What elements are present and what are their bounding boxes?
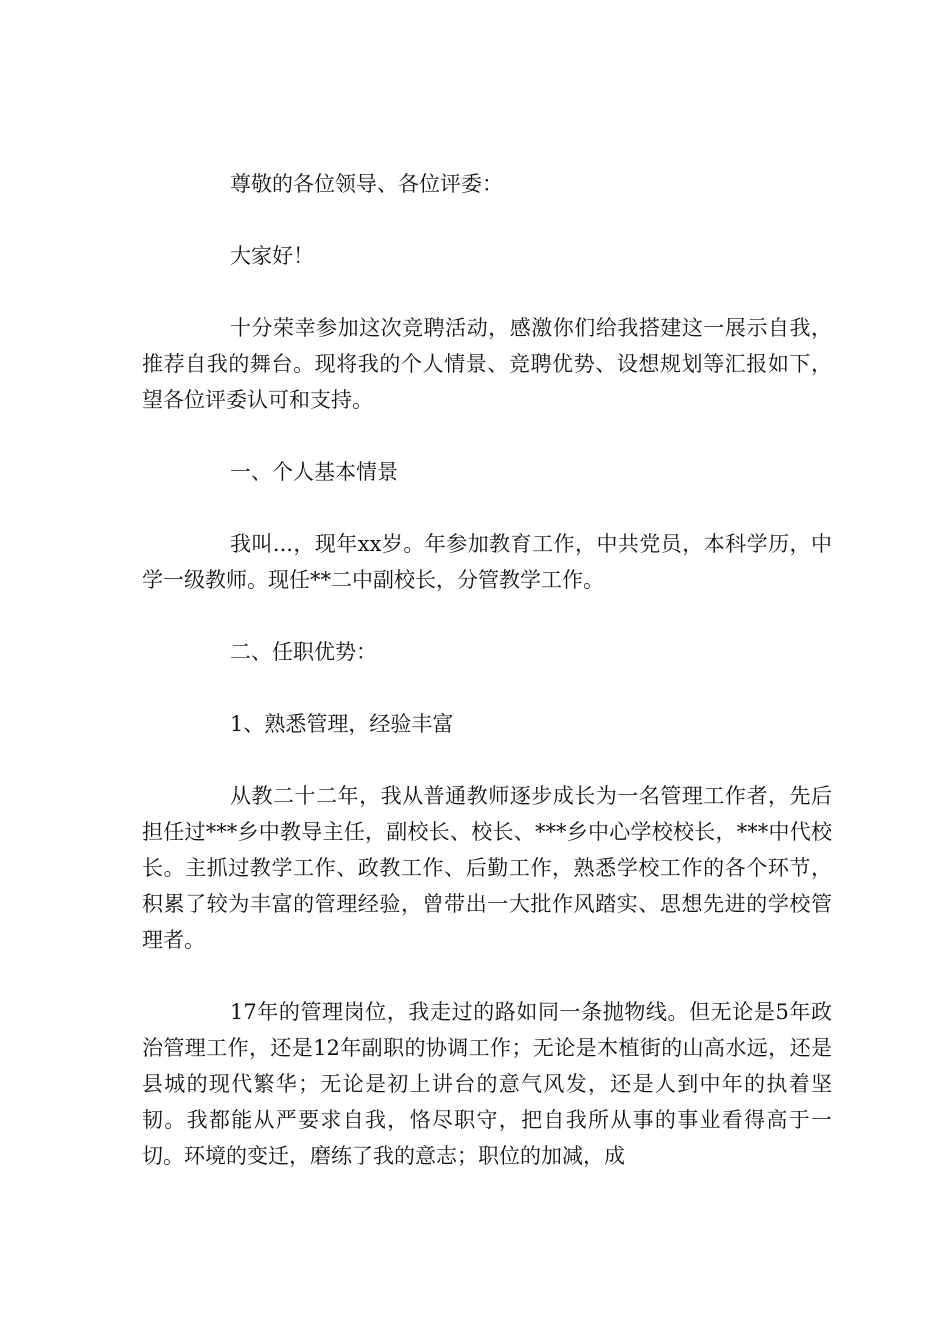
experience-paragraph: 从教二十二年，我从普通教师逐步成长为一名管理工作者，先后担任过***乡中教导主任，副校长、校长、***乡中心学校校长，***中代校长。主抓过教学工作、政教工作、后勤工作，熟悉学校工作的各个环节，积累了较为丰富的管理经验，曾带出一大批作风踏实、思想先进的学校管理者。 bbox=[142, 784, 832, 952]
salutation: 尊敬的各位领导、各位评委： bbox=[230, 172, 503, 196]
intro-paragraph: 十分荣幸参加这次竞聘活动，感激你们给我搭建这一展示自我，推荐自我的舞台。现将我的个人情景、竞聘优势、设想规划等汇报如下，望各位评委认可和支持。 bbox=[142, 316, 832, 412]
subheading-1: 1、熟悉管理，经验丰富 bbox=[230, 712, 454, 736]
management-paragraph: 17年的管理岗位，我走过的路如同一条抛物线。但无论是5年政治管理工作，还是12年副职的协调工作；无论是木植街的山高水远，还是县城的现代繁华；无论是初上讲台的意气风发，还是人到中年的执着坚韧。我都能从严要求自我，恪尽职守，把自我所从事的事业看得高于一切。环境的变迁，磨练了我的意志；职位的加减，成 bbox=[142, 1000, 832, 1168]
document-body bbox=[142, 166, 832, 1210]
section-heading-1: 一、个人基本情景 bbox=[230, 460, 398, 484]
personal-info-paragraph: 我叫...，现年xx岁。年参加教育工作，中共党员，本科学历，中学一级教师。现任**二中副校长，分管教学工作。 bbox=[142, 532, 832, 592]
greeting: 大家好！ bbox=[230, 244, 314, 268]
section-heading-2: 二、任职优势： bbox=[230, 640, 377, 664]
